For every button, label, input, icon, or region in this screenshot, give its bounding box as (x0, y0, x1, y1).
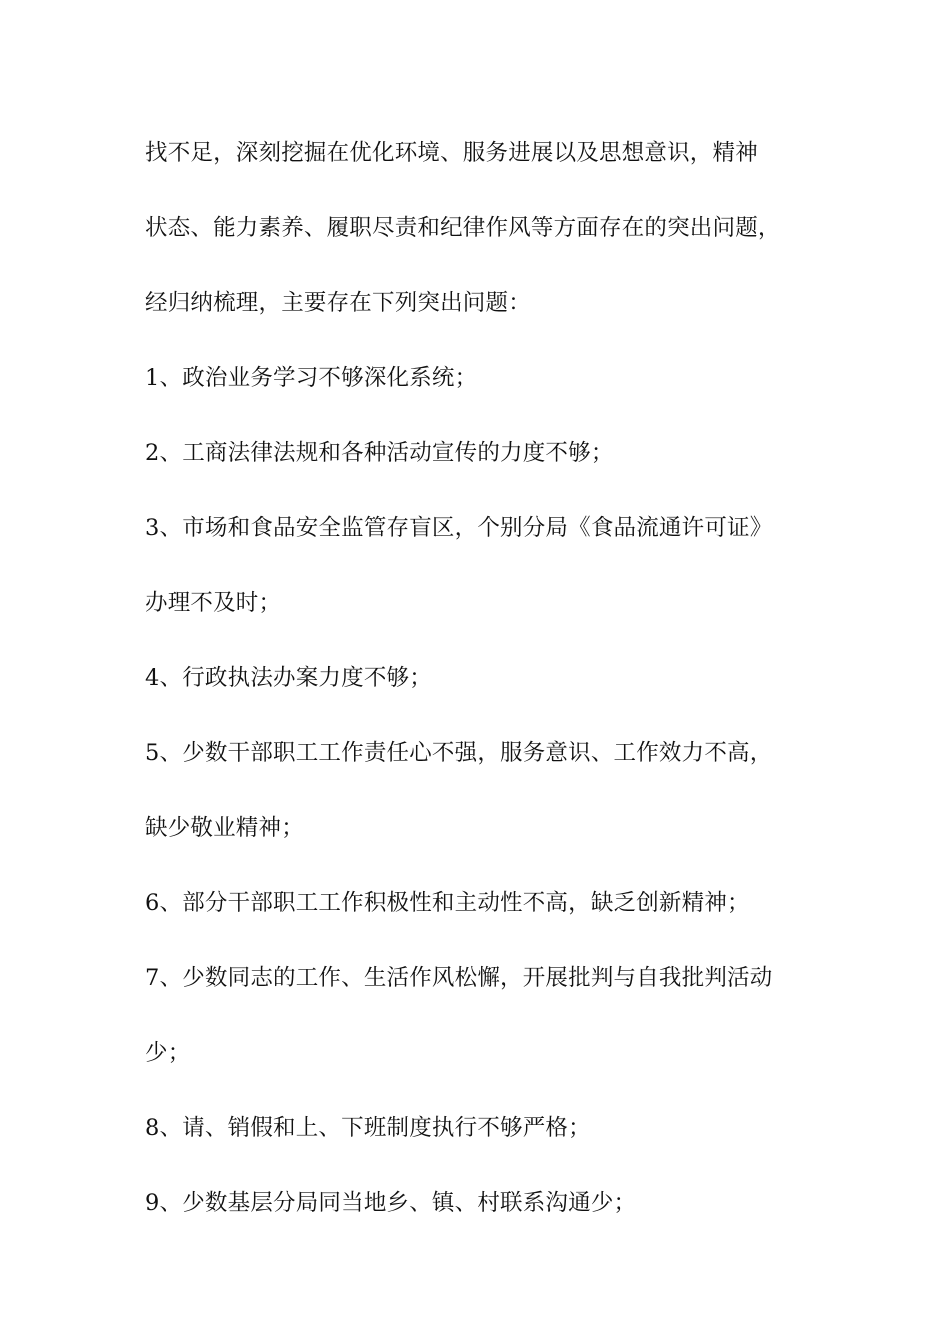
list-item-6: 6、部分干部职工工作积极性和主动性不高，缺乏创新精神； (145, 890, 750, 916)
text-line-2: 状态、能力素养、履职尽责和纪律作风等方面存在的突出问题， (145, 215, 781, 241)
list-item-7: 7、少数同志的工作、生活作风松懈，开展批判与自我批判活动 (145, 965, 773, 991)
text-line-1: 找不足，深刻挖掘在优化环境、服务进展以及思想意识，精神 (145, 140, 758, 166)
list-item-2: 2、工商法律法规和各种活动宣传的力度不够； (145, 440, 614, 466)
list-item-5-continued: 缺少敬业精神； (145, 815, 304, 841)
list-item-4: 4、行政执法办案力度不够； (145, 665, 432, 691)
list-item-1: 1、政治业务学习不够深化系统； (145, 365, 478, 391)
list-item-5: 5、少数干部职工工作责任心不强，服务意识、工作效力不高， (145, 740, 773, 766)
list-item-7-continued: 少； (145, 1040, 191, 1066)
list-item-3-continued: 办理不及时； (145, 590, 282, 616)
text-line-3: 经归纳梳理，主要存在下列突出问题： (145, 290, 531, 316)
list-item-8: 8、请、销假和上、下班制度执行不够严格； (145, 1115, 591, 1141)
list-item-9: 9、少数基层分局同当地乡、镇、村联系沟通少； (145, 1190, 637, 1216)
list-item-3: 3、市场和食品安全监管存盲区，个别分局《食品流通许可证》 (145, 515, 773, 541)
